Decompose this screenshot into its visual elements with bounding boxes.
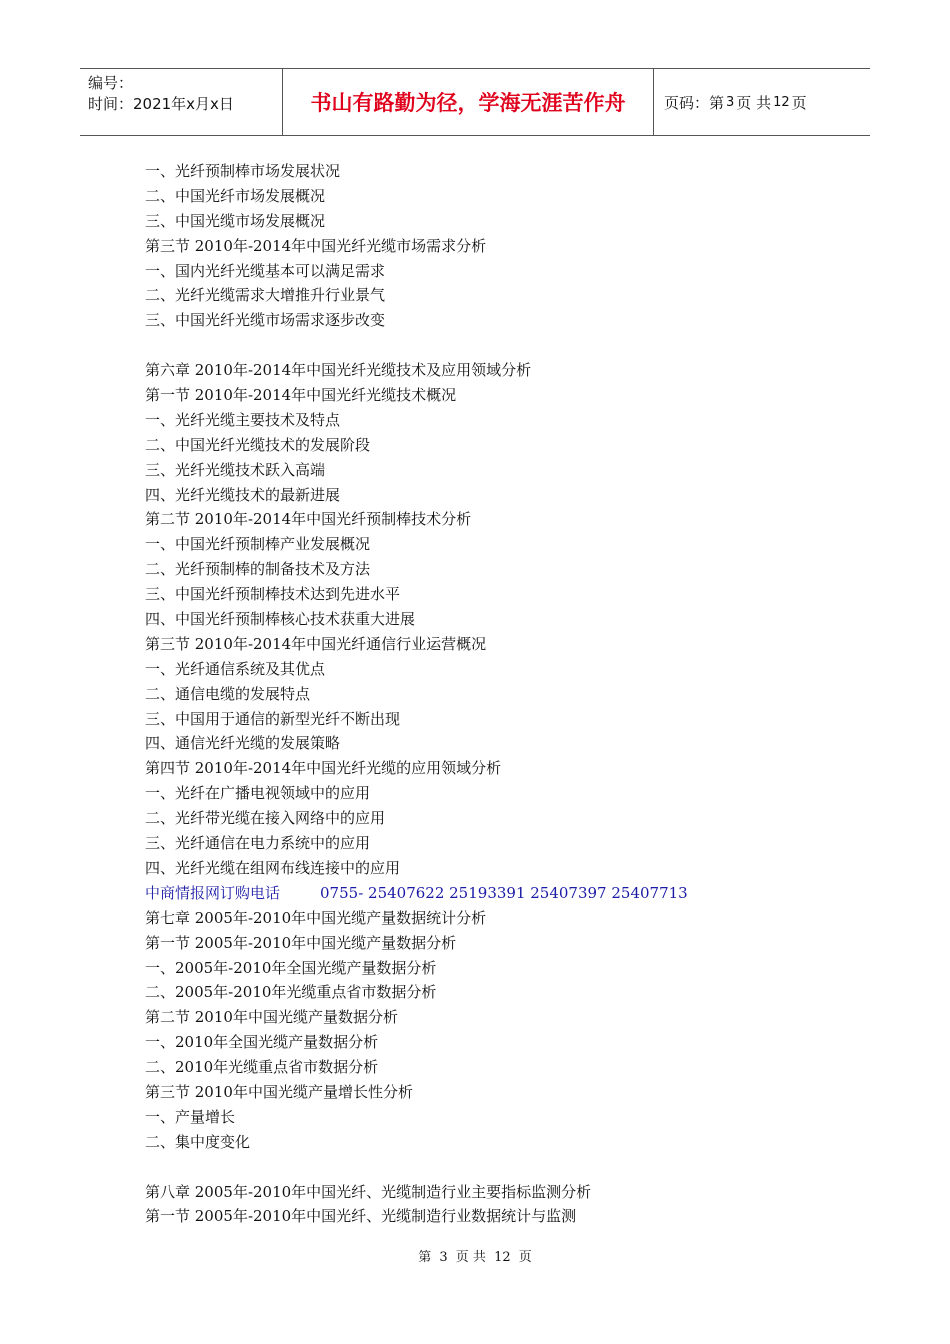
toc-line: 一、2010年全国光缆产量数据分析 — [145, 1033, 379, 1052]
toc-line: 三、光纤光缆技术跃入高端 — [145, 460, 326, 479]
page-current: 3 — [726, 94, 735, 110]
toc-line: 一、中国光纤预制棒产业发展概况 — [145, 535, 371, 554]
footer-total: 12 — [494, 1250, 511, 1265]
toc-line: 第八章 2005年-2010年中国光纤、光缆制造行业主要指标监测分析 — [145, 1182, 592, 1201]
toc-line: 第三节 2010年中国光缆产量增长性分析 — [145, 1082, 413, 1101]
footer-prefix: 第 — [418, 1250, 432, 1265]
toc-line: 二、光纤预制棒的制备技术及方法 — [145, 560, 371, 579]
time-label: 时间：2021年x月x日 — [88, 95, 234, 113]
toc-line: 一、光纤通信系统及其优点 — [145, 659, 326, 678]
order-phone-line — [145, 881, 845, 906]
toc-line: 第二节 2010年-2014年中国光纤预制棒技术分析 — [145, 510, 472, 529]
toc-line: 四、通信光纤光缆的发展策略 — [145, 734, 341, 753]
toc-line: 二、通信电缆的发展特点 — [145, 684, 311, 703]
footer-suffix: 页 — [518, 1250, 532, 1265]
toc-line: 四、光纤光缆技术的最新进展 — [145, 485, 341, 504]
toc-line: 一、国内光纤光缆基本可以满足需求 — [145, 261, 386, 280]
toc-line: 二、集中度变化 — [145, 1132, 251, 1151]
toc-line: 第二节 2010年中国光缆产量数据分析 — [145, 1008, 398, 1027]
toc-line: 四、中国光纤预制棒核心技术获重大进展 — [145, 610, 416, 629]
toc-group-1 — [145, 159, 845, 881]
toc-line: 第三节 2010年-2014年中国光纤通信行业运营概况 — [145, 634, 487, 653]
toc-line: 三、中国光纤预制棒技术达到先进水平 — [145, 585, 401, 604]
footer-mid: 页 共 — [455, 1250, 486, 1265]
header-motto: 书山有路勤为径，学海无涯苦作舟 — [282, 69, 654, 135]
order-phone-numbers: 0755- 25407622 25193391 25407397 25407713 — [320, 883, 688, 902]
toc-line: 第三节 2010年-2014年中国光纤光缆市场需求分析 — [145, 236, 487, 255]
footer-current: 3 — [439, 1250, 448, 1265]
toc-line: 四、光纤光缆在组网布线连接中的应用 — [145, 858, 401, 877]
toc-line: 一、2005年-2010年全国光缆产量数据分析 — [145, 958, 437, 977]
page-total: 12 — [773, 94, 790, 110]
header-page-info — [654, 69, 870, 135]
order-phone-label: 中商情报网订购电话 — [145, 883, 281, 902]
toc-line: 二、光纤带光缆在接入网络中的应用 — [145, 809, 386, 828]
toc-content — [145, 159, 845, 1229]
toc-line: 第一节 2010年-2014年中国光纤光缆技术概况 — [145, 386, 457, 405]
page-mid: 页 共 — [736, 93, 772, 112]
toc-line: 一、光纤在广播电视领域中的应用 — [145, 784, 371, 803]
blank-line — [145, 333, 845, 358]
toc-line: 三、光纤通信在电力系统中的应用 — [145, 834, 371, 853]
page-suffix: 页 — [791, 93, 807, 112]
toc-line: 一、产量增长 — [145, 1107, 236, 1126]
toc-line: 二、2005年-2010年光缆重点省市数据分析 — [145, 983, 437, 1002]
page-footer — [0, 1246, 950, 1265]
page-prefix: 页码：第 — [664, 93, 725, 112]
header-meta — [80, 69, 282, 135]
toc-line: 一、光纤光缆主要技术及特点 — [145, 410, 341, 429]
toc-line: 二、中国光纤市场发展概况 — [145, 186, 326, 205]
blank-line — [145, 1155, 845, 1180]
toc-line: 第四节 2010年-2014年中国光纤光缆的应用领域分析 — [145, 759, 502, 778]
toc-line: 第一节 2005年-2010年中国光缆产量数据分析 — [145, 933, 457, 952]
toc-line: 二、2010年光缆重点省市数据分析 — [145, 1058, 379, 1077]
toc-line: 第一节 2005年-2010年中国光纤、光缆制造行业数据统计与监测 — [145, 1207, 577, 1226]
toc-group-2 — [145, 906, 845, 1230]
toc-line: 三、中国光缆市场发展概况 — [145, 211, 326, 230]
toc-line: 二、光纤光缆需求大增推升行业景气 — [145, 286, 386, 305]
toc-line: 三、中国光纤光缆市场需求逐步改变 — [145, 311, 386, 330]
toc-line: 二、中国光纤光缆技术的发展阶段 — [145, 435, 371, 454]
page-header — [80, 68, 870, 136]
toc-line: 第六章 2010年-2014年中国光纤光缆技术及应用领域分析 — [145, 361, 532, 380]
toc-line: 一、光纤预制棒市场发展状况 — [145, 162, 341, 180]
toc-line: 第七章 2005年-2010年中国光缆产量数据统计分析 — [145, 908, 487, 927]
toc-line: 三、中国用于通信的新型光纤不断出现 — [145, 709, 401, 728]
serial-label: 编号： — [88, 74, 134, 92]
